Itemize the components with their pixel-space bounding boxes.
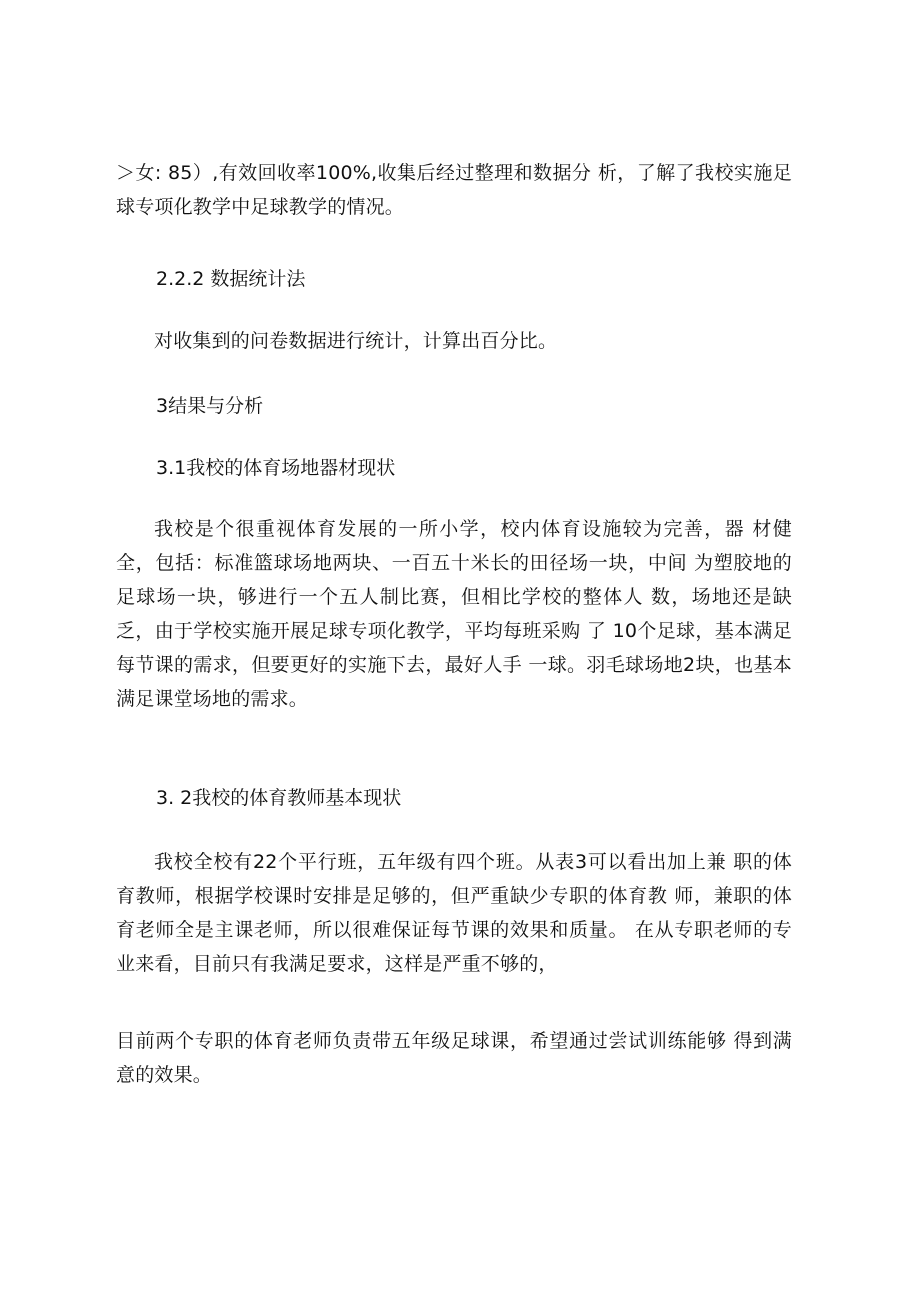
heading-2-2-2: 2.2.2 数据统计法 [156,268,306,290]
heading-3-2: 3. 2我校的体育教师基本现状 [156,787,402,809]
paragraph-teachers: 我校全校有22个平行班，五年级有四个班。从表3可以看出加上兼 职的体育教师，根据学校课时安排是足够的，但严重缺少专职的体育教 师，兼职的体育老师全是主课老师，所以很难保证每节课的效果和质量。 在从专职老师的专业来看，目前只有我满足要求，这样是严重不够的， [116,851,792,975]
paragraph-statistics-method: 对收集到的问卷数据进行统计，计算出百分比。 [154,330,558,352]
heading-3-results: 3结果与分析 [156,395,264,417]
heading-3-1: 3.1我校的体育场地器材现状 [156,457,396,479]
paragraph-football-class: 目前两个专职的体育老师负责带五年级足球课，希望通过尝试训练能够 得到满意的效果。 [116,1030,792,1086]
paragraph-facilities: 我校是个很重视体育发展的一所小学，校内体育设施较为完善，器 材健全，包括：标准篮球场地两块、一百五十米长的田径场一块，中间 为塑胶地的足球场一块，够进行一个五人制比赛，但相比学校的整体人 数，场地还是缺乏，由于学校实施开展足球专项化教学，平均每班采购 了 10个足球，基本满足每节课的需求，但要更好的实施下去，最好人手 一球。羽毛球场地2块，也基本满足课堂场地的需求。 [116,518,792,710]
paragraph-survey-summary: ＞女: 85）,有效回收率100%,收集后经过整理和数据分 析，了解了我校实施足球专项化教学中足球教学的情况。 [116,162,792,218]
